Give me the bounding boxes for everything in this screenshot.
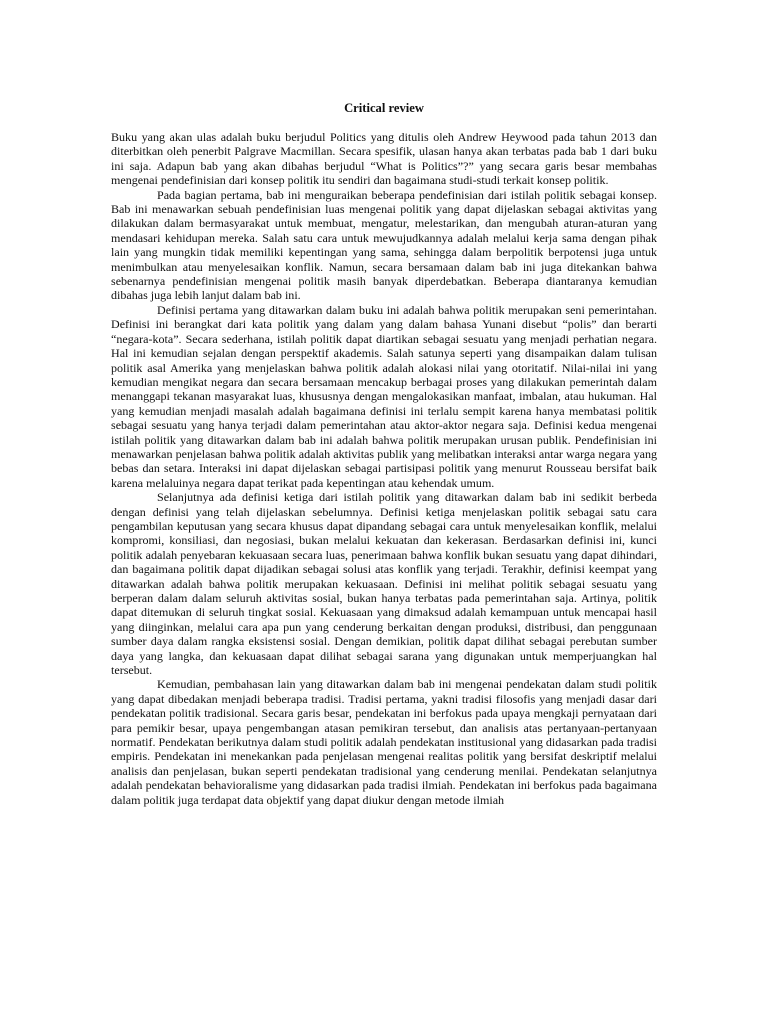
document-body [111, 100, 657, 807]
paragraph-first-second-definition: Definisi pertama yang ditawarkan dalam buku ini adalah bahwa politik merupakan seni pemerintahan. Definisi ini berangkat dari kata politik yang dalam yang dalam bahasa Yunani disebut “polis” dan berarti “negara-kota”. Secara sederhana, istilah politik dapat diartikan sebagai sesuatu yang menjadi perhatian negara. Hal ini kemudian sejalan dengan perspektif akademis. Salah satunya seperti yang disampaikan dalam tulisan politik asal Amerika yang menjelaskan bahwa politik adalah alokasi nilai yang otoritatif. Nilai-nilai ini yang kemudian mengikat negara dan secara bersamaan mencakup berbagai proses yang dilakukan pemerintah dalam menanggapi tekanan masyarakat luas, khususnya dengan mengalokasikan manfaat, imbalan, atau hukuman. Hal yang kemudian menjadi masalah adalah bagaimana definisi ini terlalu sempit karena hanya membatasi politik sebagai sesuatu yang hanya terjadi dalam pemerintahan atau aktor-aktor negara saja. Definisi kedua mengenai istilah politik yang ditawarkan dalam bab ini adalah bahwa politik merupakan urusan publik. Pendefinisian ini menawarkan penjelasan bahwa politik adalah aktivitas publik yang melibatkan interaksi antar warga negara yang bebas dan setara. Interaksi ini dapat dijelaskan sebagai partisipasi politik yang menurut Rousseau bersifat baik karena melaluinya negara dapat terikat pada kepentingan atau kehendak umum. [111, 302, 657, 490]
document-title: Critical review [344, 101, 424, 115]
paragraph-intro: Buku yang akan ulas adalah buku berjudul Politics yang ditulis oleh Andrew Heywood pada tahun 2013 dan diterbitkan oleh penerbit Palgrave Macmillan. Secara spesifik, ulasan hanya akan terbatas pada bab 1 dari buku ini saja. Adapun bab yang akan dibahas berjudul “What is Politics”?” yang secara garis besar membahas mengenai pendefinisian dari konsep politik itu sendiri dan bagaimana studi-studi terkait konsep politik. [111, 130, 657, 188]
paragraph-approaches: Kemudian, pembahasan lain yang ditawarkan dalam bab ini mengenai pendekatan dalam studi politik yang dapat dibedakan menjadi beberapa tradisi. Tradisi pertama, yakni tradisi filosofis yang menjadi dasar dari pendekatan politik tradisional. Secara garis besar, pendekatan ini berfokus pada upaya mengkaji pernyataan dari para pemikir besar, upaya pengembangan atasan pemikiran tersebut, dan analisis atas pertanyaan-pertanyaan normatif. Pendekatan berikutnya dalam studi politik adalah pendekatan institusional yang didasarkan pada tradisi empiris. Pendekatan ini menekankan pada penjelasan mengenai realitas politik yang bersifat deskriptif melalui analisis dan penjelasan, bukan seperti pendekatan tradisional yang cenderung menilai. Pendekatan selanjutnya adalah pendekatan behavioralisme yang didasarkan pada tradisi ilmiah. Pendekatan ini berfokus pada bagaimana dalam politik juga terdapat data objektif yang dapat diukur dengan metode ilmiah [111, 677, 657, 807]
paragraph-definitions-overview: Pada bagian pertama, bab ini menguraikan beberapa pendefinisian dari istilah politik sebagai konsep. Bab ini menawarkan sebuah pendefinisian luas mengenai politik yang dapat dijelaskan sebagai aktivitas yang dilakukan dalam bermasyarakat untuk membuat, mengatur, melestarikan, dan mengubah aturan-aturan yang mendasari kehidupan mereka. Salah satu cara untuk mewujudkannya adalah melalui kerja sama dengan pihak lain yang mungkin tidak memiliki kepentingan yang sama, sehingga dalam berpolitik berpotensi juga untuk menimbulkan atau menyelesaikan konflik. Namun, secara bersamaan dalam bab ini juga ditekankan bahwa sebenarnya pendefinisian mengenai politik masih banyak diperdebatkan. Beberapa diantaranya kemudian dibahas juga lebih lanjut dalam bab ini. [111, 187, 657, 303]
paragraph-third-fourth-definition: Selanjutnya ada definisi ketiga dari istilah politik yang ditawarkan dalam bab ini sedikit berbeda dengan definisi yang telah dijelaskan sebelumnya. Definisi ketiga menjelaskan politik sebagai satu cara pengambilan keputusan yang secara khusus dapat dipandang sebagai cara untuk menyelesaikan konflik, melalui kompromi, konsiliasi, dan negosiasi, bukan melalui kekuatan dan kekerasan. Berdasarkan definisi ini, kunci politik adalah penyebaran kekuasaan secara luas, penerimaan bahwa konflik bukan sesuatu yang dapat dihindari, dan bagaimana politik dapat dijadikan sebagai solusi atas konflik yang terjadi. Terakhir, definisi keempat yang ditawarkan adalah bahwa politik merupakan kekuasaan. Definisi ini melihat politik sebagai sesuatu yang berperan dalam dalam seluruh aktivitas sosial, bukan hanya terbatas pada pemerintahan saja. Artinya, politik dapat ditemukan di seluruh tingkat sosial. Kekuasaan yang dimaksud adalah kemampuan untuk mencapai hasil yang diinginkan, melalui cara apa pun yang cenderung berkaitan dengan produksi, distribusi, dan penggunaan sumber daya dalam rangka eksistensi sosial. Dengan demikian, politik dapat dilihat sebagai perebutan sumber daya yang langka, dan kekuasaan dapat dilihat sebagai sarana yang digunakan untuk memperjuangkan hal tersebut. [111, 490, 657, 678]
